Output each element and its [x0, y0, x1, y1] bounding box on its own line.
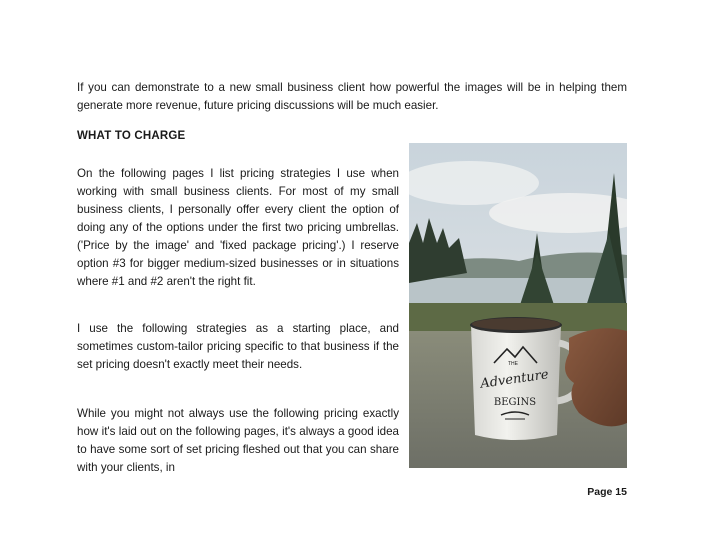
mug-text-script: Adventure — [479, 367, 550, 392]
section-heading: WHAT TO CHARGE — [77, 130, 186, 142]
mug-text-bottom: BEGINS — [493, 397, 537, 408]
page-number: Page 15 — [587, 486, 627, 498]
body-paragraph-3: While you might not always use the following pricing exactly how it's laid out on the following pages, it's always a good idea to have some sort of set pricing fleshed out that you can share with your clients, in — [77, 407, 399, 474]
adventure-mug-photo — [409, 143, 627, 468]
mug-text-small: THE — [508, 361, 518, 367]
body-paragraph-1: On the following pages I list pricing strategies I use when working with small business clients. For most of my small business clients, I personally offer every client the option of doing any of the options under the first two pricing umbrellas. ('Price by the image' and 'fixed package pricing'.) I reserve option #3 for bigger medium-sized businesses or in situations where #1 and #2 aren't the right fit. — [77, 167, 399, 288]
body-paragraph-2: I use the following strategies as a starting place, and sometimes custom-tailor pricing specific to that business if the set pricing doesn't exactly meet their needs. — [77, 322, 399, 371]
intro-paragraph: If you can demonstrate to a new small business client how powerful the images will be in helping them generate more revenue, future pricing discussions will be much easier. — [77, 81, 627, 112]
